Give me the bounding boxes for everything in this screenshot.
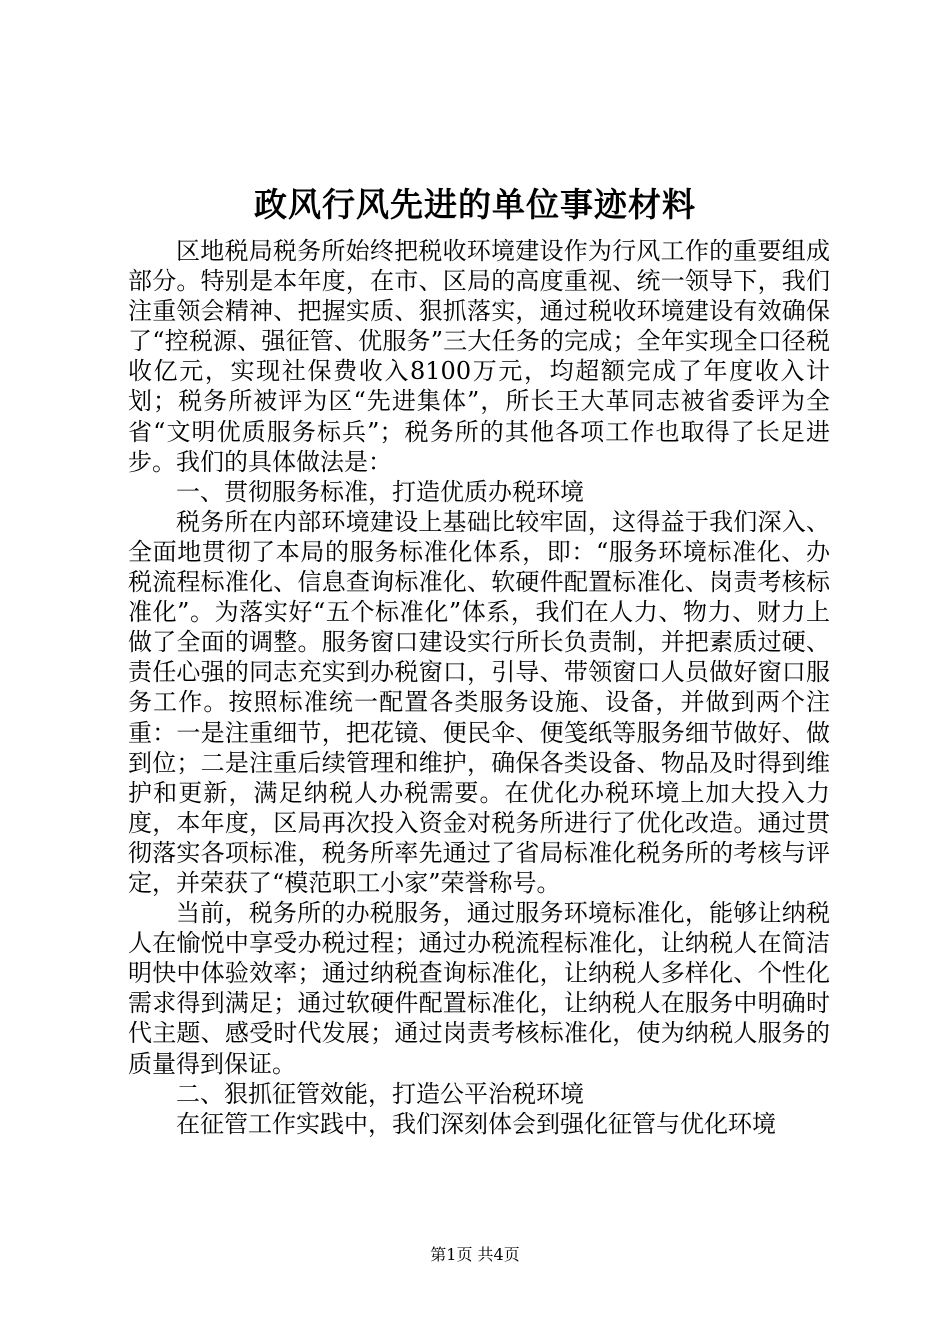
paragraph-section-1: 税务所在内部环境建设上基础比较牢固，这得益于我们深入、全面地贯彻了本局的服务标准化体系，即：“服务环境标准化、办税流程标准化、信息查询标准化、软硬件配置标准化、岗责考核标准化”。为落实好“五个标准化”体系，我们在人力、物力、财力上做了全面的调整。服务窗口建设实行所长负责制，并把素质过硬、责任心强的同志充实到办税窗口，引导、带领窗口人员做好窗口服务工作。按照标准统一配置各类服务设施、设备，并做到两个注重：一是注重细节，把花镜、便民伞、便笺纸等服务细节做好、做到位；二是注重后续管理和维护，确保各类设备、物品及时得到维护和更新，满足纳税人办税需要。在优化办税环境上加大投入力度，本年度，区局再次投入资金对税务所进行了优化改造。通过贯彻落实各项标准，税务所率先通过了省局标准化税务所的考核与评定，并荣获了“模范职工小家”荣誉称号。 — [128, 507, 830, 897]
paragraph-intro: 区地税局税务所始终把税收环境建设作为行风工作的重要组成部分。特别是本年度，在市、区局的高度重视、统一领导下，我们注重领会精神、把握实质、狠抓落实，通过税收环境建设有效确保了“控税源、强征管、优服务”三大任务的完成；全年实现全口径税收亿元，实现社保费收入8100万元，均超额完成了年度收入计划；税务所被评为区“先进集体”，所长王大革同志被省委评为全省“文明优质服务标兵”；税务所的其他各项工作也取得了长足进步。我们的具体做法是： — [128, 237, 830, 476]
document-title: 政风行风先进的单位事迹材料 — [254, 185, 696, 224]
paragraph-section-2: 在征管工作实践中，我们深刻体会到强化征管与优化环境 — [176, 1109, 776, 1138]
section-heading-2: 二、狠抓征管效能，打造公平治税环境 — [176, 1079, 584, 1108]
paragraph-section-1-summary: 当前，税务所的办税服务，通过服务环境标准化，能够让纳税人在愉悦中享受办税过程；通过办税流程标准化，让纳税人在简洁明快中体验效率；通过纳税查询标准化，让纳税人多样化、个性化需求得到满足；通过软硬件配置标准化，让纳税人在服务中明确时代主题、感受时代发展；通过岗责考核标准化，使为纳税人服务的质量得到保证。 — [128, 899, 830, 1078]
section-heading-1: 一、贯彻服务标准，打造优质办税环境 — [176, 477, 584, 506]
page-number-footer: 第1页 共4页 — [430, 1245, 520, 1264]
document-body — [128, 236, 830, 1139]
